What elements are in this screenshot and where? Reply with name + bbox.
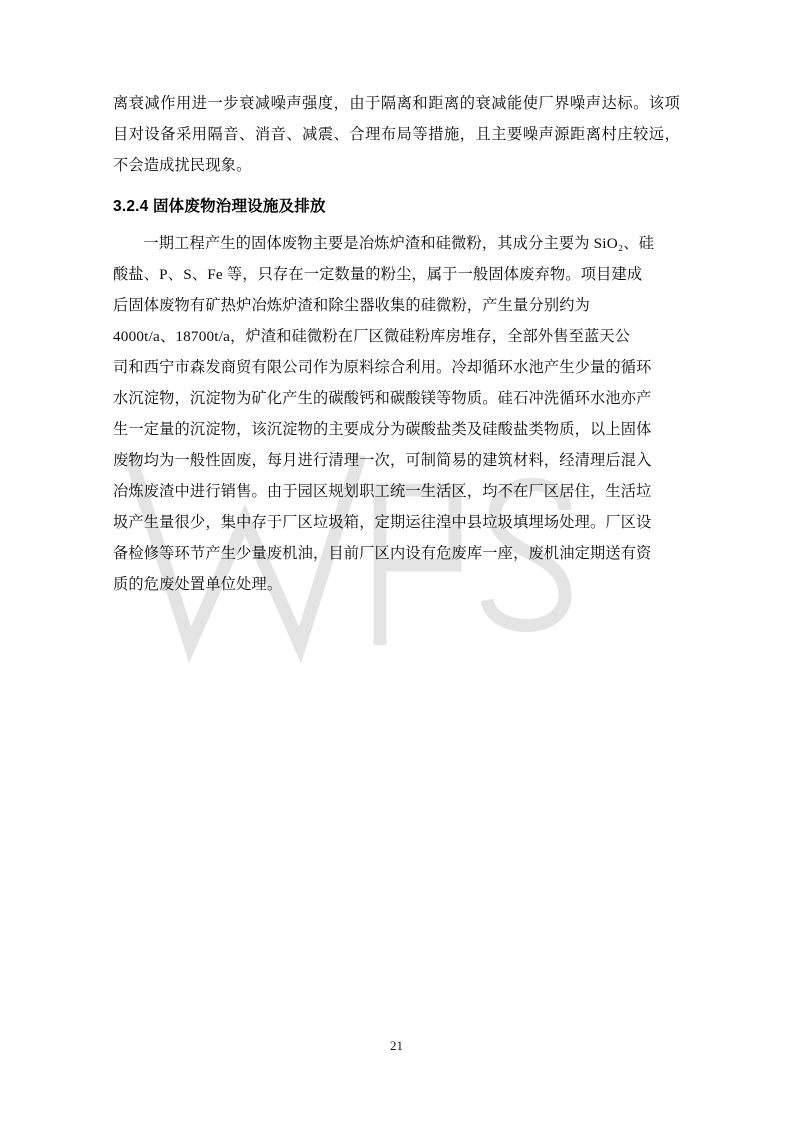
paragraph-solid-waste-line-9: 冶炼废渣中进行销售。由于园区规划职工统一生活区，均不在厂区居住，生活垃 xyxy=(113,483,652,500)
paragraph-solid-waste-line-1: 一期工程产生的固体废物主要是冶炼炉渣和硅微粉，其成分主要为 SiO₂、硅 xyxy=(143,235,655,252)
page-number: 21 xyxy=(390,1038,403,1053)
paragraph-solid-waste-line-6: 水沉淀物，沉淀物为矿化产生的碳酸钙和碳酸镁等物质。硅石冲洗循环水池亦产 xyxy=(113,390,652,407)
paragraph-noise-attenuation: 离衰减作用进一步衰减噪声强度，由于隔离和距离的衰减能使厂界噪声达标。该项目对设备采用隔音、消音、减震、合理布局等措施，且主要噪声源距离村庄较远，不会造成扰民现象。 xyxy=(113,95,680,174)
paragraph-solid-waste-line-10: 圾产生量很少，集中存于厂区垃圾箱，定期运往湟中县垃圾填埋场处理。厂区设 xyxy=(113,514,652,531)
paragraph-solid-waste-line-8: 废物均为一般性固废，每月进行清理一次，可制简易的建筑材料，经清理后混入 xyxy=(113,452,652,469)
paragraph-solid-waste-line-7: 生一定量的沉淀物，该沉淀物的主要成分为碳酸盐类及硅酸盐类物质，以上固体 xyxy=(113,421,652,438)
paragraph-solid-waste-line-5: 司和西宁市森发商贸有限公司作为原料综合利用。冷却循环水池产生少量的循环 xyxy=(113,359,652,376)
paragraph-solid-waste-line-3: 后固体废物有矿热炉冶炼炉渣和除尘器收集的硅微粉，产生量分别约为 xyxy=(113,297,591,314)
paragraph-solid-waste-line-12: 质的危废处置单位处理。 xyxy=(113,576,283,593)
document-content xyxy=(113,88,680,600)
paragraph-solid-waste-line-11: 备检修等环节产生少量废机油，目前厂区内设有危废库一座，废机油定期送有资 xyxy=(113,545,652,562)
section-heading-3-2-4: 3.2.4 固体废物治理设施及排放 xyxy=(113,198,326,215)
paragraph-solid-waste-line-4: 4000t/a、18700t/a，炉渣和硅微粉在厂区微硅粉库房堆存，全部外售至蓝天公 xyxy=(113,328,631,345)
paragraph-solid-waste-line-2: 酸盐、P、S、Fe 等，只存在一定数量的粉尘，属于一般固体废弃物。项目建成 xyxy=(113,266,643,283)
